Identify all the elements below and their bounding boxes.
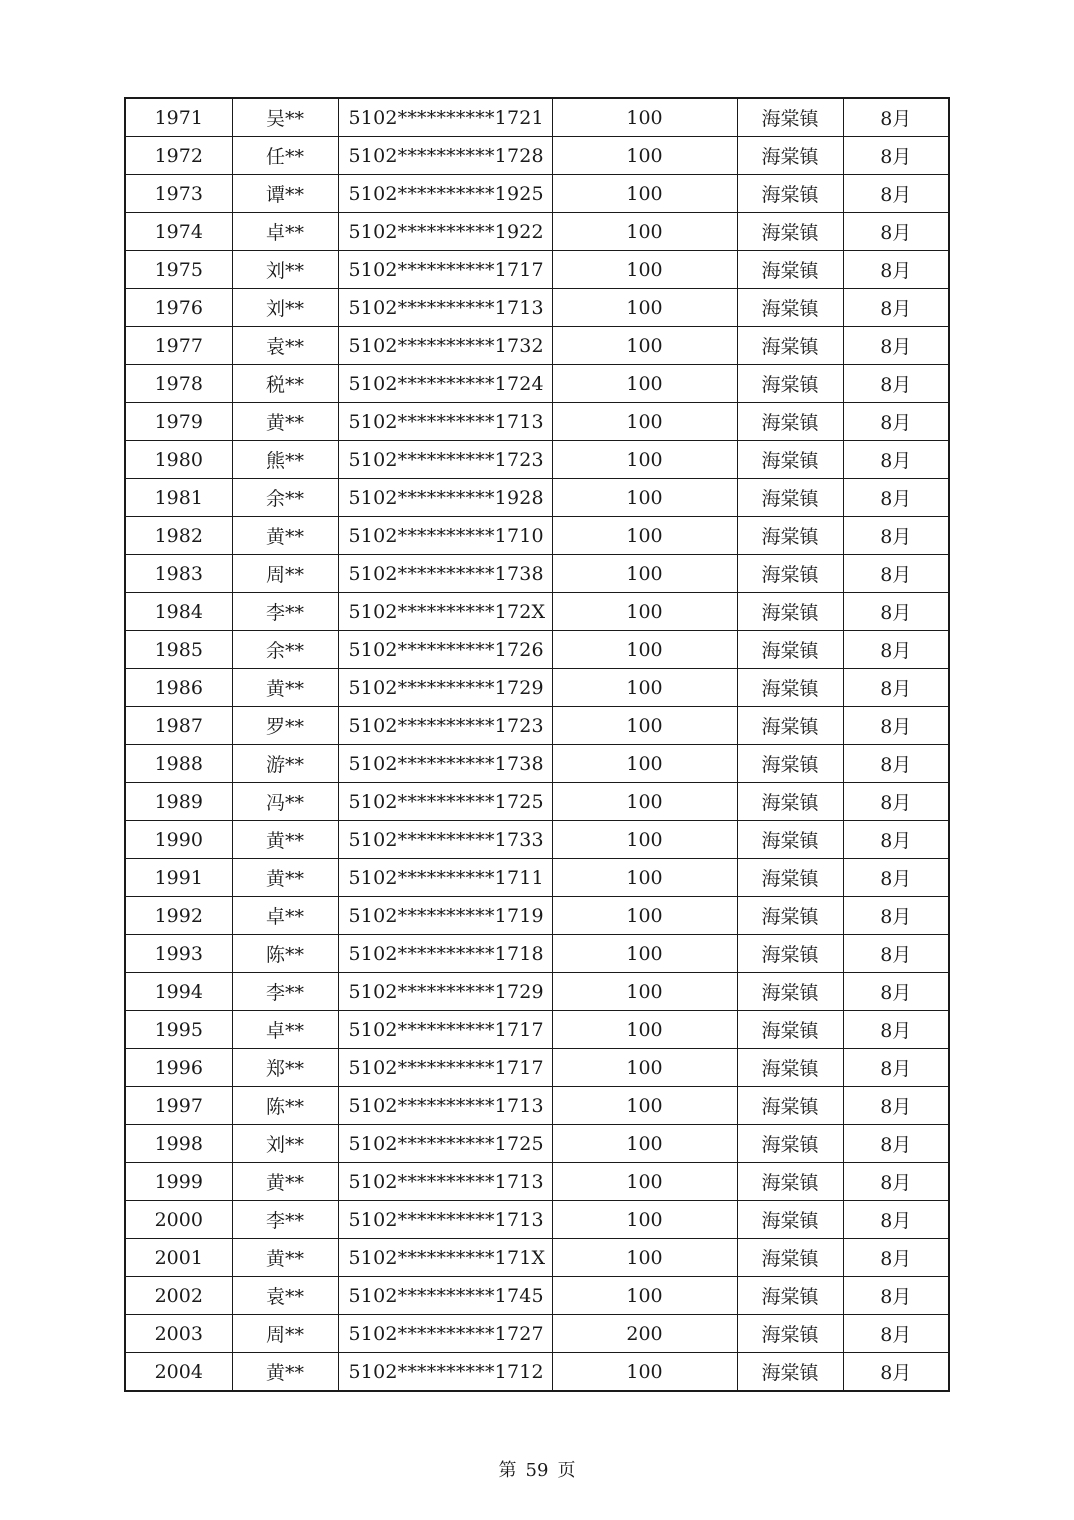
person-name-cell: 黄** — [232, 1163, 338, 1201]
row-number-cell: 1997 — [125, 1087, 232, 1125]
amount-cell: 100 — [552, 669, 737, 707]
table-row — [125, 707, 949, 745]
id-number-cell: 5102**********1922 — [338, 213, 552, 251]
township-cell: 海棠镇 — [737, 517, 843, 555]
id-number-cell: 5102**********1727 — [338, 1315, 552, 1353]
month-cell: 8月 — [843, 251, 949, 289]
id-number-cell: 5102**********1738 — [338, 555, 552, 593]
page-suffix: 页 — [557, 1460, 576, 1481]
person-name-cell: 罗** — [232, 707, 338, 745]
township-cell: 海棠镇 — [737, 441, 843, 479]
township-cell: 海棠镇 — [737, 1087, 843, 1125]
id-number-cell: 5102**********1729 — [338, 669, 552, 707]
month-cell: 8月 — [843, 555, 949, 593]
id-number-cell: 5102**********1712 — [338, 1353, 552, 1392]
month-cell: 8月 — [843, 1277, 949, 1315]
amount-cell: 100 — [552, 517, 737, 555]
township-cell: 海棠镇 — [737, 98, 843, 137]
id-number-cell: 5102**********1738 — [338, 745, 552, 783]
township-cell: 海棠镇 — [737, 1201, 843, 1239]
person-name-cell: 周** — [232, 555, 338, 593]
page-number: 59 — [525, 1460, 549, 1481]
amount-cell: 100 — [552, 1201, 737, 1239]
amount-cell: 100 — [552, 1163, 737, 1201]
township-cell: 海棠镇 — [737, 1049, 843, 1087]
township-cell: 海棠镇 — [737, 631, 843, 669]
township-cell: 海棠镇 — [737, 327, 843, 365]
month-cell: 8月 — [843, 935, 949, 973]
id-number-cell: 5102**********171X — [338, 1239, 552, 1277]
amount-cell: 100 — [552, 479, 737, 517]
township-cell: 海棠镇 — [737, 1125, 843, 1163]
amount-cell: 100 — [552, 403, 737, 441]
township-cell: 海棠镇 — [737, 593, 843, 631]
month-cell: 8月 — [843, 1163, 949, 1201]
row-number-cell: 2000 — [125, 1201, 232, 1239]
table-row — [125, 555, 949, 593]
row-number-cell: 1980 — [125, 441, 232, 479]
table-row — [125, 1353, 949, 1392]
table-row — [125, 1125, 949, 1163]
table-row — [125, 441, 949, 479]
person-name-cell: 黄** — [232, 1353, 338, 1392]
table-row — [125, 251, 949, 289]
row-number-cell: 1988 — [125, 745, 232, 783]
amount-cell: 100 — [552, 555, 737, 593]
row-number-cell: 1971 — [125, 98, 232, 137]
month-cell: 8月 — [843, 403, 949, 441]
person-name-cell: 李** — [232, 593, 338, 631]
month-cell: 8月 — [843, 973, 949, 1011]
person-name-cell: 郑** — [232, 1049, 338, 1087]
table-row — [125, 403, 949, 441]
id-number-cell: 5102**********1733 — [338, 821, 552, 859]
id-number-cell: 5102**********1717 — [338, 1011, 552, 1049]
month-cell: 8月 — [843, 707, 949, 745]
month-cell: 8月 — [843, 1125, 949, 1163]
township-cell: 海棠镇 — [737, 213, 843, 251]
table-row — [125, 1315, 949, 1353]
id-number-cell: 5102**********172X — [338, 593, 552, 631]
amount-cell: 100 — [552, 631, 737, 669]
person-name-cell: 刘** — [232, 1125, 338, 1163]
table-row — [125, 1239, 949, 1277]
person-name-cell: 陈** — [232, 935, 338, 973]
person-name-cell: 熊** — [232, 441, 338, 479]
id-number-cell: 5102**********1925 — [338, 175, 552, 213]
row-number-cell: 1990 — [125, 821, 232, 859]
page-prefix: 第 — [498, 1460, 517, 1481]
person-name-cell: 李** — [232, 973, 338, 1011]
table-row — [125, 327, 949, 365]
table-row — [125, 98, 949, 137]
table-row — [125, 175, 949, 213]
subsidy-table — [124, 97, 950, 1392]
id-number-cell: 5102**********1725 — [338, 783, 552, 821]
table-row — [125, 365, 949, 403]
row-number-cell: 1983 — [125, 555, 232, 593]
township-cell: 海棠镇 — [737, 479, 843, 517]
month-cell: 8月 — [843, 745, 949, 783]
table-row — [125, 517, 949, 555]
month-cell: 8月 — [843, 365, 949, 403]
row-number-cell: 1994 — [125, 973, 232, 1011]
id-number-cell: 5102**********1723 — [338, 441, 552, 479]
table-row — [125, 1087, 949, 1125]
id-number-cell: 5102**********1928 — [338, 479, 552, 517]
month-cell: 8月 — [843, 1315, 949, 1353]
month-cell: 8月 — [843, 859, 949, 897]
row-number-cell: 1987 — [125, 707, 232, 745]
id-number-cell: 5102**********1725 — [338, 1125, 552, 1163]
id-number-cell: 5102**********1723 — [338, 707, 552, 745]
township-cell: 海棠镇 — [737, 669, 843, 707]
table-row — [125, 669, 949, 707]
person-name-cell: 黄** — [232, 403, 338, 441]
amount-cell: 100 — [552, 859, 737, 897]
amount-cell: 100 — [552, 707, 737, 745]
id-number-cell: 5102**********1719 — [338, 897, 552, 935]
township-cell: 海棠镇 — [737, 1239, 843, 1277]
row-number-cell: 1992 — [125, 897, 232, 935]
id-number-cell: 5102**********1713 — [338, 1087, 552, 1125]
table-row — [125, 821, 949, 859]
month-cell: 8月 — [843, 1239, 949, 1277]
township-cell: 海棠镇 — [737, 1277, 843, 1315]
township-cell: 海棠镇 — [737, 175, 843, 213]
amount-cell: 100 — [552, 213, 737, 251]
month-cell: 8月 — [843, 669, 949, 707]
month-cell: 8月 — [843, 175, 949, 213]
township-cell: 海棠镇 — [737, 821, 843, 859]
township-cell: 海棠镇 — [737, 973, 843, 1011]
page-footer — [0, 1456, 1074, 1482]
township-cell: 海棠镇 — [737, 1353, 843, 1392]
row-number-cell: 2004 — [125, 1353, 232, 1392]
township-cell: 海棠镇 — [737, 745, 843, 783]
row-number-cell: 2002 — [125, 1277, 232, 1315]
id-number-cell: 5102**********1724 — [338, 365, 552, 403]
amount-cell: 100 — [552, 897, 737, 935]
person-name-cell: 谭** — [232, 175, 338, 213]
month-cell: 8月 — [843, 441, 949, 479]
table-row — [125, 745, 949, 783]
amount-cell: 100 — [552, 1239, 737, 1277]
id-number-cell: 5102**********1718 — [338, 935, 552, 973]
person-name-cell: 卓** — [232, 213, 338, 251]
row-number-cell: 1974 — [125, 213, 232, 251]
table-row — [125, 935, 949, 973]
township-cell: 海棠镇 — [737, 365, 843, 403]
table-body — [125, 98, 949, 1391]
township-cell: 海棠镇 — [737, 935, 843, 973]
table-row — [125, 973, 949, 1011]
id-number-cell: 5102**********1711 — [338, 859, 552, 897]
month-cell: 8月 — [843, 517, 949, 555]
table-row — [125, 631, 949, 669]
month-cell: 8月 — [843, 327, 949, 365]
table-row — [125, 289, 949, 327]
person-name-cell: 李** — [232, 1201, 338, 1239]
row-number-cell: 1989 — [125, 783, 232, 821]
table-row — [125, 1011, 949, 1049]
person-name-cell: 卓** — [232, 1011, 338, 1049]
month-cell: 8月 — [843, 631, 949, 669]
table-row — [125, 783, 949, 821]
amount-cell: 200 — [552, 1315, 737, 1353]
person-name-cell: 袁** — [232, 1277, 338, 1315]
table-row — [125, 479, 949, 517]
id-number-cell: 5102**********1710 — [338, 517, 552, 555]
id-number-cell: 5102**********1717 — [338, 1049, 552, 1087]
amount-cell: 100 — [552, 1125, 737, 1163]
amount-cell: 100 — [552, 1087, 737, 1125]
table-row — [125, 897, 949, 935]
township-cell: 海棠镇 — [737, 859, 843, 897]
table-row — [125, 137, 949, 175]
row-number-cell: 1981 — [125, 479, 232, 517]
amount-cell: 100 — [552, 289, 737, 327]
id-number-cell: 5102**********1728 — [338, 137, 552, 175]
person-name-cell: 吴** — [232, 98, 338, 137]
month-cell: 8月 — [843, 289, 949, 327]
amount-cell: 100 — [552, 365, 737, 403]
amount-cell: 100 — [552, 441, 737, 479]
row-number-cell: 1993 — [125, 935, 232, 973]
person-name-cell: 周** — [232, 1315, 338, 1353]
month-cell: 8月 — [843, 821, 949, 859]
person-name-cell: 刘** — [232, 251, 338, 289]
township-cell: 海棠镇 — [737, 897, 843, 935]
amount-cell: 100 — [552, 935, 737, 973]
table-row — [125, 1201, 949, 1239]
person-name-cell: 黄** — [232, 669, 338, 707]
township-cell: 海棠镇 — [737, 1011, 843, 1049]
township-cell: 海棠镇 — [737, 403, 843, 441]
id-number-cell: 5102**********1726 — [338, 631, 552, 669]
amount-cell: 100 — [552, 1353, 737, 1392]
table-row — [125, 213, 949, 251]
person-name-cell: 卓** — [232, 897, 338, 935]
person-name-cell: 税** — [232, 365, 338, 403]
month-cell: 8月 — [843, 1201, 949, 1239]
month-cell: 8月 — [843, 1353, 949, 1392]
person-name-cell: 任** — [232, 137, 338, 175]
table-row — [125, 593, 949, 631]
table-row — [125, 1049, 949, 1087]
amount-cell: 100 — [552, 1011, 737, 1049]
township-cell: 海棠镇 — [737, 251, 843, 289]
id-number-cell: 5102**********1732 — [338, 327, 552, 365]
month-cell: 8月 — [843, 137, 949, 175]
id-number-cell: 5102**********1713 — [338, 1201, 552, 1239]
id-number-cell: 5102**********1745 — [338, 1277, 552, 1315]
row-number-cell: 1976 — [125, 289, 232, 327]
amount-cell: 100 — [552, 251, 737, 289]
person-name-cell: 黄** — [232, 517, 338, 555]
row-number-cell: 1996 — [125, 1049, 232, 1087]
row-number-cell: 1991 — [125, 859, 232, 897]
table-row — [125, 1163, 949, 1201]
id-number-cell: 5102**********1717 — [338, 251, 552, 289]
table-row — [125, 1277, 949, 1315]
table-row — [125, 859, 949, 897]
township-cell: 海棠镇 — [737, 137, 843, 175]
row-number-cell: 1972 — [125, 137, 232, 175]
row-number-cell: 1973 — [125, 175, 232, 213]
row-number-cell: 1975 — [125, 251, 232, 289]
row-number-cell: 1977 — [125, 327, 232, 365]
subsidy-table-container — [124, 97, 948, 1392]
amount-cell: 100 — [552, 327, 737, 365]
person-name-cell: 余** — [232, 631, 338, 669]
township-cell: 海棠镇 — [737, 1163, 843, 1201]
row-number-cell: 1979 — [125, 403, 232, 441]
amount-cell: 100 — [552, 1277, 737, 1315]
row-number-cell: 2003 — [125, 1315, 232, 1353]
row-number-cell: 1995 — [125, 1011, 232, 1049]
row-number-cell: 1984 — [125, 593, 232, 631]
amount-cell: 100 — [552, 745, 737, 783]
id-number-cell: 5102**********1713 — [338, 1163, 552, 1201]
row-number-cell: 1982 — [125, 517, 232, 555]
month-cell: 8月 — [843, 1049, 949, 1087]
row-number-cell: 2001 — [125, 1239, 232, 1277]
month-cell: 8月 — [843, 897, 949, 935]
month-cell: 8月 — [843, 1087, 949, 1125]
amount-cell: 100 — [552, 137, 737, 175]
township-cell: 海棠镇 — [737, 1315, 843, 1353]
township-cell: 海棠镇 — [737, 707, 843, 745]
amount-cell: 100 — [552, 821, 737, 859]
month-cell: 8月 — [843, 479, 949, 517]
person-name-cell: 刘** — [232, 289, 338, 327]
row-number-cell: 1985 — [125, 631, 232, 669]
month-cell: 8月 — [843, 1011, 949, 1049]
township-cell: 海棠镇 — [737, 289, 843, 327]
id-number-cell: 5102**********1713 — [338, 289, 552, 327]
person-name-cell: 黄** — [232, 859, 338, 897]
month-cell: 8月 — [843, 213, 949, 251]
person-name-cell: 袁** — [232, 327, 338, 365]
amount-cell: 100 — [552, 1049, 737, 1087]
person-name-cell: 黄** — [232, 821, 338, 859]
month-cell: 8月 — [843, 98, 949, 137]
id-number-cell: 5102**********1713 — [338, 403, 552, 441]
township-cell: 海棠镇 — [737, 555, 843, 593]
month-cell: 8月 — [843, 593, 949, 631]
row-number-cell: 1999 — [125, 1163, 232, 1201]
person-name-cell: 冯** — [232, 783, 338, 821]
amount-cell: 100 — [552, 593, 737, 631]
row-number-cell: 1998 — [125, 1125, 232, 1163]
person-name-cell: 陈** — [232, 1087, 338, 1125]
person-name-cell: 余** — [232, 479, 338, 517]
amount-cell: 100 — [552, 98, 737, 137]
person-name-cell: 黄** — [232, 1239, 338, 1277]
township-cell: 海棠镇 — [737, 783, 843, 821]
id-number-cell: 5102**********1721 — [338, 98, 552, 137]
person-name-cell: 游** — [232, 745, 338, 783]
id-number-cell: 5102**********1729 — [338, 973, 552, 1011]
month-cell: 8月 — [843, 783, 949, 821]
row-number-cell: 1978 — [125, 365, 232, 403]
amount-cell: 100 — [552, 783, 737, 821]
row-number-cell: 1986 — [125, 669, 232, 707]
amount-cell: 100 — [552, 973, 737, 1011]
amount-cell: 100 — [552, 175, 737, 213]
